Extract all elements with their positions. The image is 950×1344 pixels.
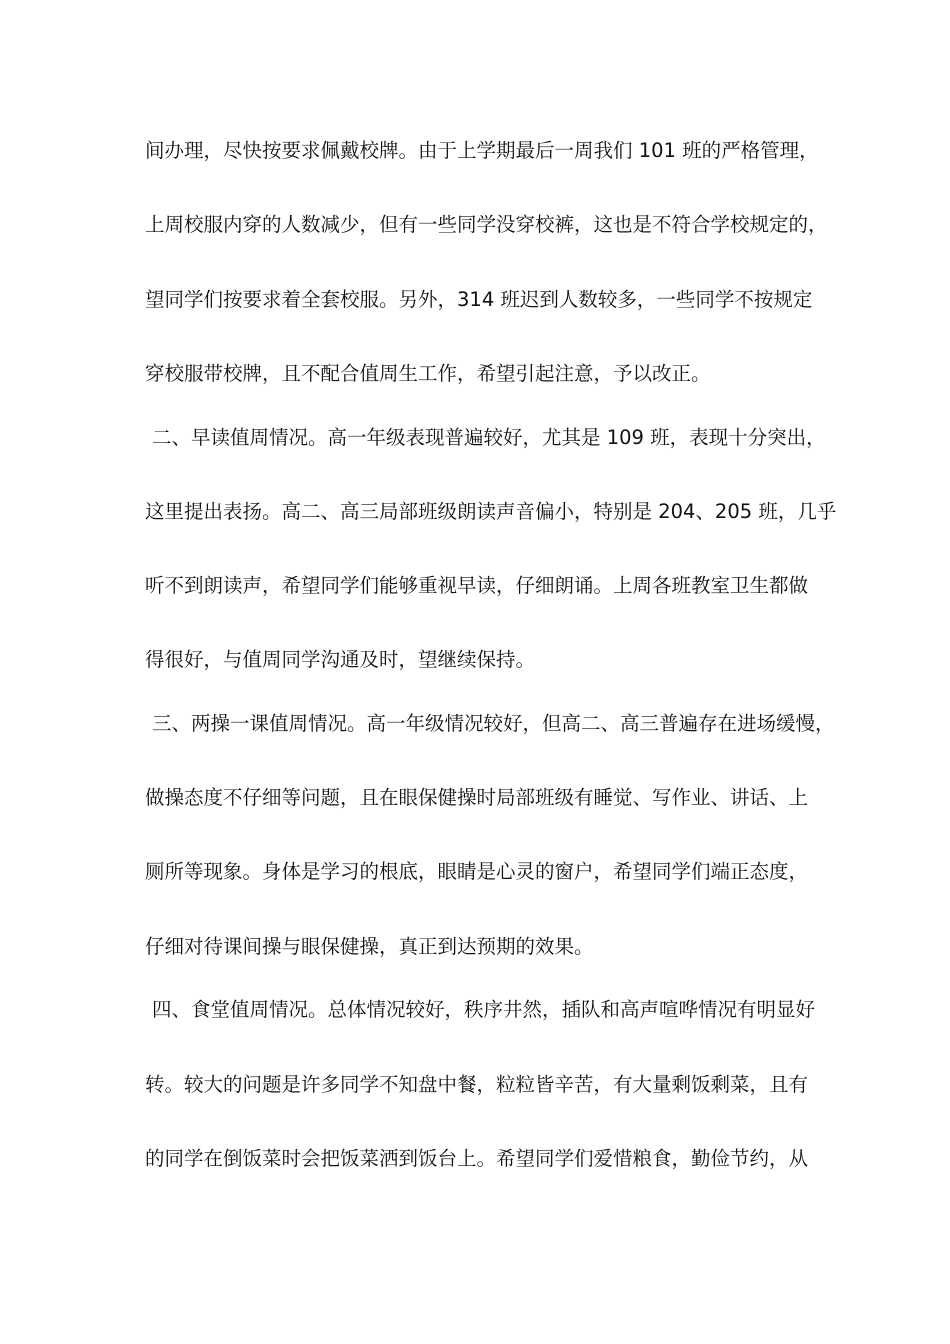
text-line: 间办理，尽快按要求佩戴校牌。由于上学期最后一周我们 101 班的严格管理， bbox=[145, 139, 819, 162]
text-line: 得很好，与值周同学沟通及时，望继续保持。 bbox=[145, 648, 536, 671]
text-line: 厕所等现象。身体是学习的根底，眼睛是心灵的窗户，希望同学们端正态度， bbox=[145, 860, 809, 883]
text-line: 转。较大的问题是许多同学不知盘中餐，粒粒皆辛苦，有大量剩饭剩菜，且有 bbox=[145, 1073, 809, 1096]
text-line: 望同学们按要求着全套校服。另外，314 班迟到人数较多，一些同学不按规定 bbox=[145, 288, 813, 311]
section-heading-line: 二、早读值周情况。高一年级表现普遍较好，尤其是 109 班，表现十分突出， bbox=[152, 426, 826, 449]
text-line: 上周校服内穿的人数减少，但有一些同学没穿校裤，这也是不符合学校规定的， bbox=[145, 213, 828, 236]
text-line: 仔细对待课间操与眼保健操，真正到达预期的效果。 bbox=[145, 935, 594, 958]
text-line: 做操态度不仔细等问题，且在眼保健操时局部班级有睡觉、写作业、讲话、上 bbox=[145, 786, 809, 809]
text-line: 穿校服带校牌，且不配合值周生工作，希望引起注意，予以改正。 bbox=[145, 362, 711, 385]
text-line: 听不到朗读声，希望同学们能够重视早读，仔细朗诵。上周各班教室卫生都做 bbox=[145, 574, 809, 597]
section-heading-line: 四、食堂值周情况。总体情况较好，秩序井然，插队和高声喧哗情况有明显好 bbox=[152, 998, 816, 1021]
text-line: 这里提出表扬。高二、高三局部班级朗读声音偏小，特别是 204、205 班，几乎 bbox=[145, 500, 837, 523]
section-heading-line: 三、两操一课值周情况。高一年级情况较好，但高二、高三普遍存在进场缓慢， bbox=[152, 712, 835, 735]
text-line: 的同学在倒饭菜时会把饭菜洒到饭台上。希望同学们爱惜粮食，勤俭节约，从 bbox=[145, 1147, 809, 1170]
